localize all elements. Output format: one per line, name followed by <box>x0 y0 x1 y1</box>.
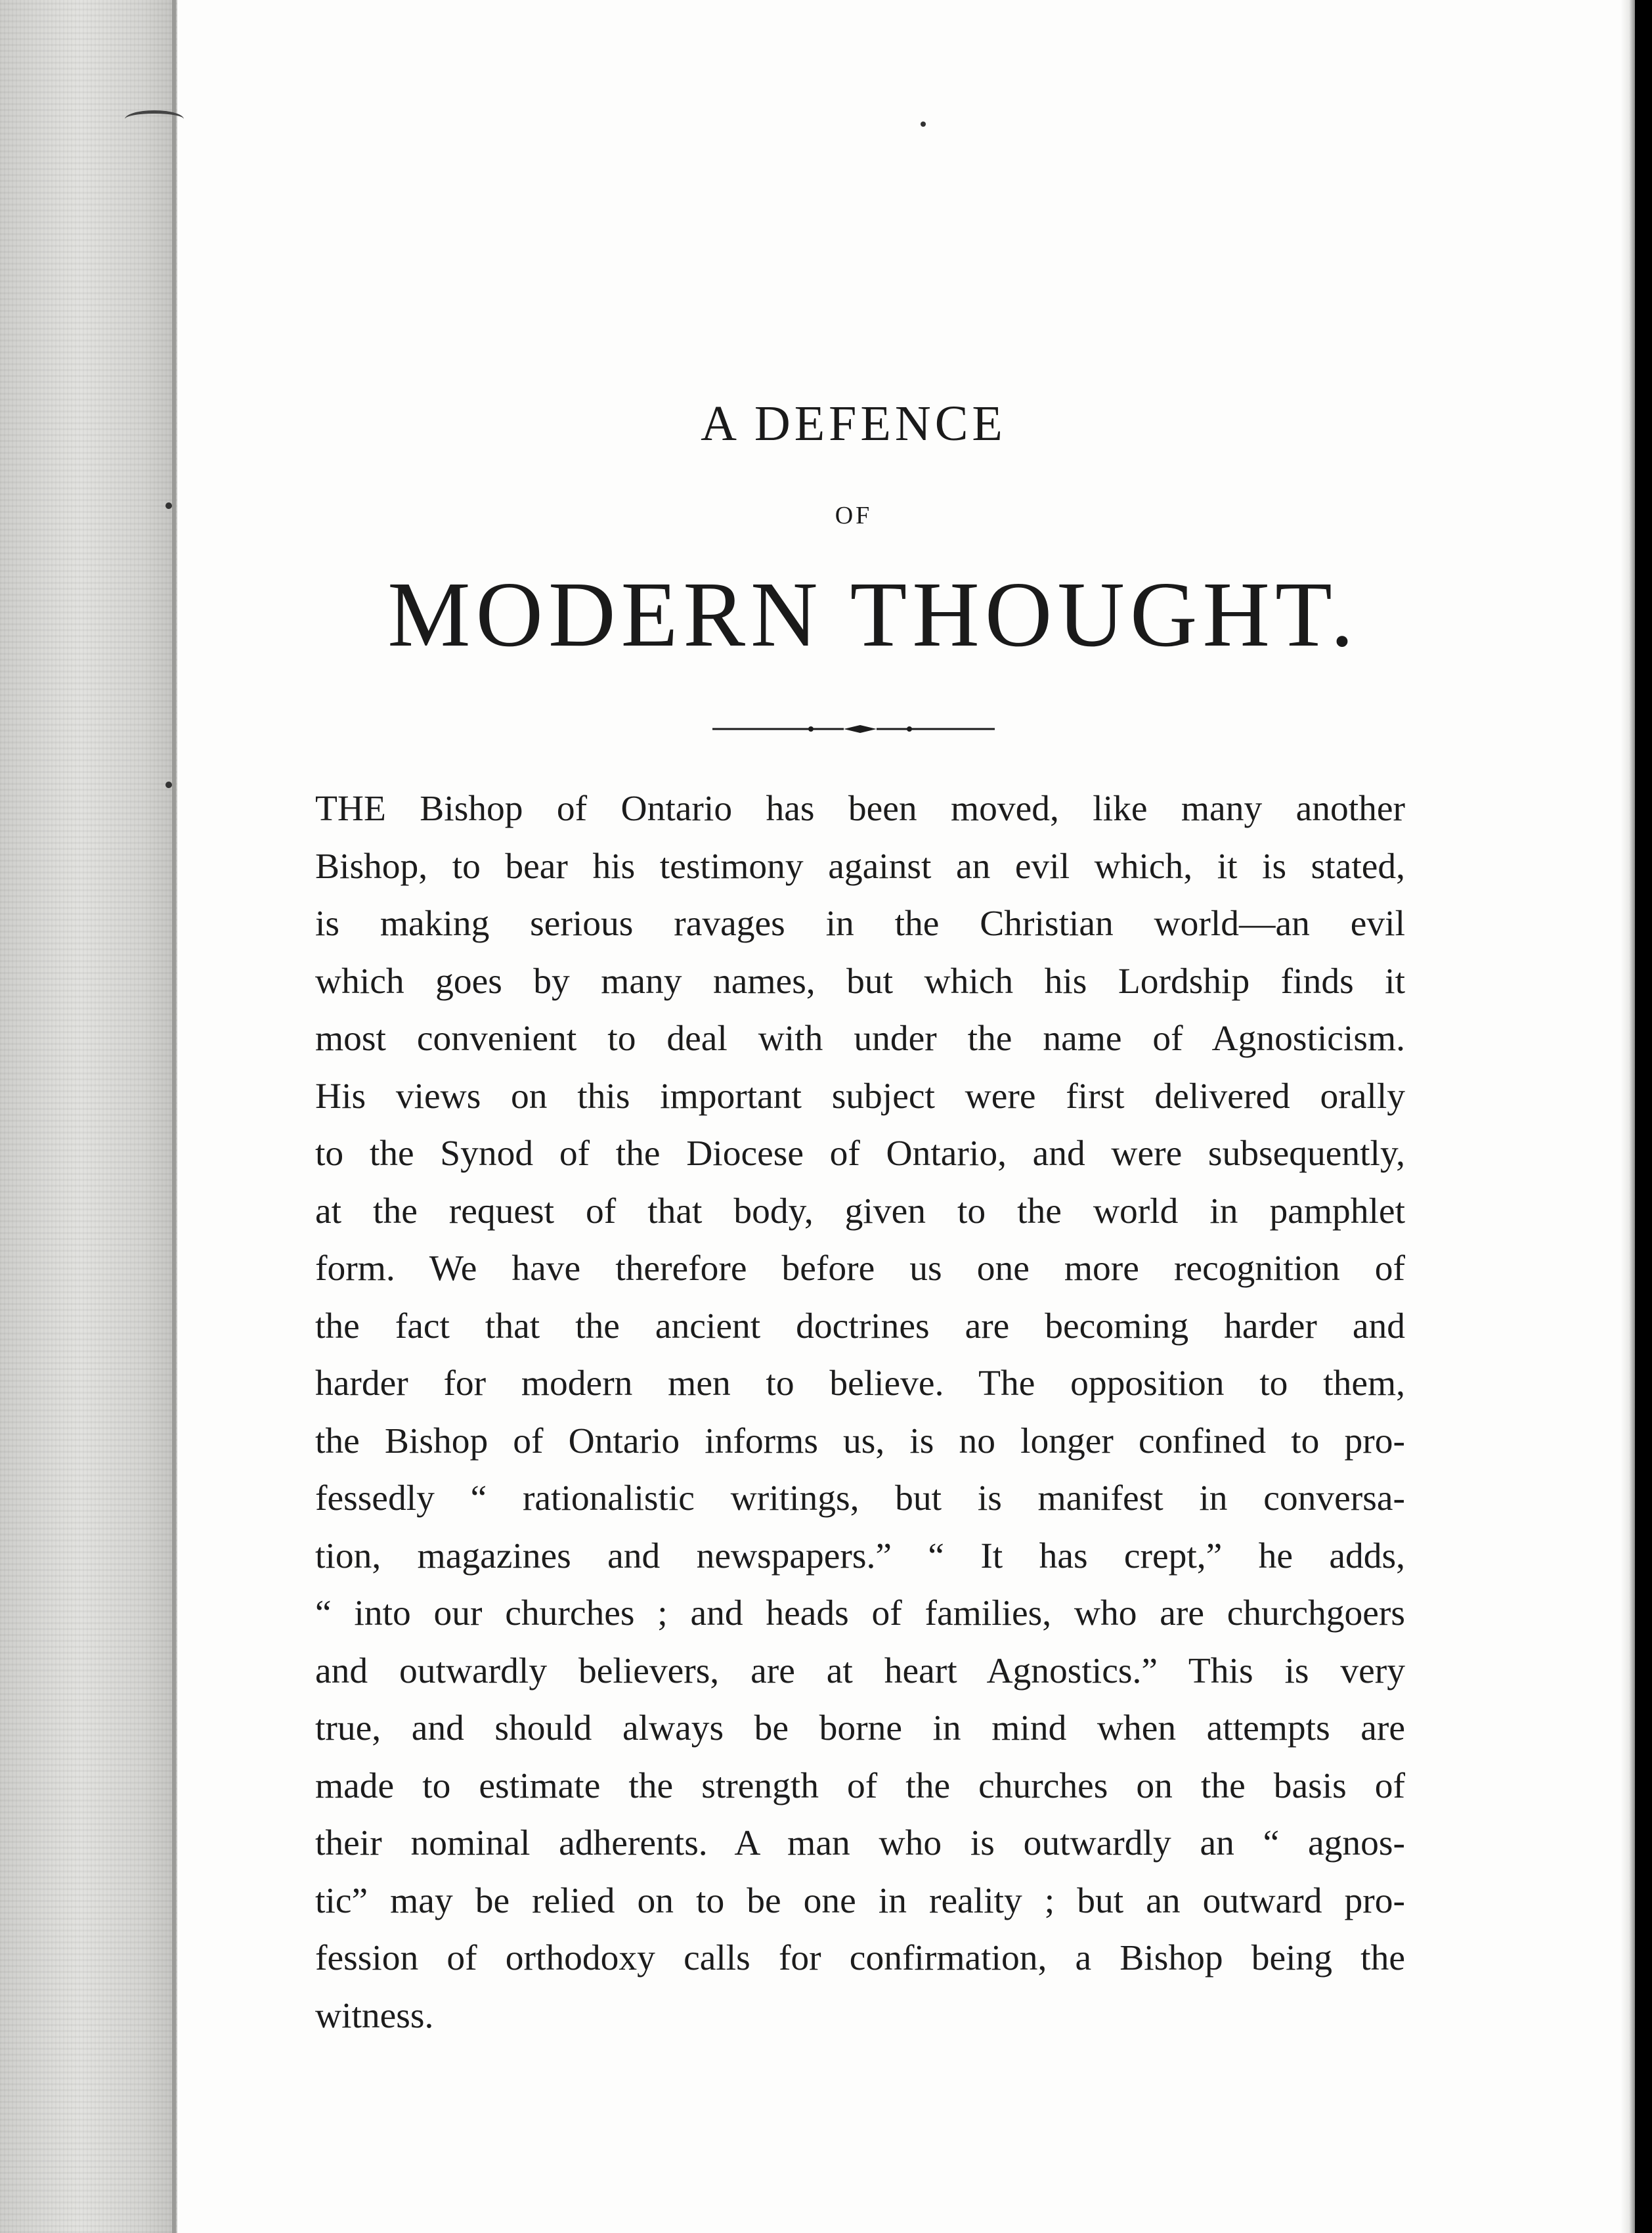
binding-edge <box>0 0 177 2233</box>
body-line: fession of orthodoxy calls for confirmation, a Bishop being the <box>315 1938 1405 1978</box>
body-line: form. We have therefore before us one more recognition of <box>315 1249 1405 1289</box>
body-line: “ into our churches ; and heads of families, who are churchgoers <box>315 1593 1405 1633</box>
body-line: fessedly “ rationalistic writings, but is manifest in conversa- <box>315 1478 1405 1518</box>
binding-fold-line <box>172 0 176 2233</box>
body-line: harder for modern men to believe. The opposition to them, <box>315 1363 1405 1404</box>
body-line: their nominal adherents. A man who is outwardly an “ agnos- <box>315 1823 1405 1863</box>
body-line: to the Synod of the Diocese of Ontario, and were subsequently, <box>315 1134 1405 1174</box>
body-line: THE Bishop of Ontario has been moved, like many another <box>315 789 1405 829</box>
body-line: witness. <box>315 1995 434 2036</box>
body-line: most convenient to deal with under the name of Agnosticism. <box>315 1019 1405 1059</box>
ornamental-rule <box>712 722 1008 736</box>
body-line: which goes by many names, but which his Lordship finds it <box>315 961 1405 1002</box>
body-line: true, and should always be borne in mind when attempts are <box>315 1708 1405 1748</box>
body-line: His views on this important subject were first delivered orally <box>315 1076 1405 1116</box>
body-line: tion, magazines and newspapers.” “ It has crept,” he adds, <box>315 1536 1405 1576</box>
binding-speck <box>165 782 172 788</box>
body-line: tic” may be relied on to be one in reality ; but an outward pro- <box>315 1880 1405 1921</box>
body-line: and outwardly believers, are at heart Agnostics.” This is very <box>315 1650 1405 1691</box>
title-main: MODERN THOUGHT. <box>387 562 1359 666</box>
body-line: made to estimate the strength of the churches on the basis of <box>315 1765 1405 1806</box>
body-line: the fact that the ancient doctrines are becoming harder and <box>315 1306 1405 1346</box>
body-line: the Bishop of Ontario informs us, is no longer confined to pro- <box>315 1421 1405 1461</box>
binding-speck <box>165 502 172 509</box>
body-paragraph <box>315 780 1405 2045</box>
right-page-edge-shadow <box>1620 0 1635 2233</box>
body-line: at the request of that body, given to the world in pamphlet <box>315 1191 1405 1231</box>
title-line-2: OF <box>835 502 873 529</box>
right-scan-border <box>1635 0 1652 2233</box>
body-line: is making serious ravages in the Christian world—an evil <box>315 904 1405 944</box>
print-speck <box>921 122 926 127</box>
binding-tear-mark <box>125 110 184 128</box>
title-line-1: A DEFENCE <box>701 396 1007 451</box>
body-line: Bishop, to bear his testimony against an evil which, it is stated, <box>315 846 1405 887</box>
